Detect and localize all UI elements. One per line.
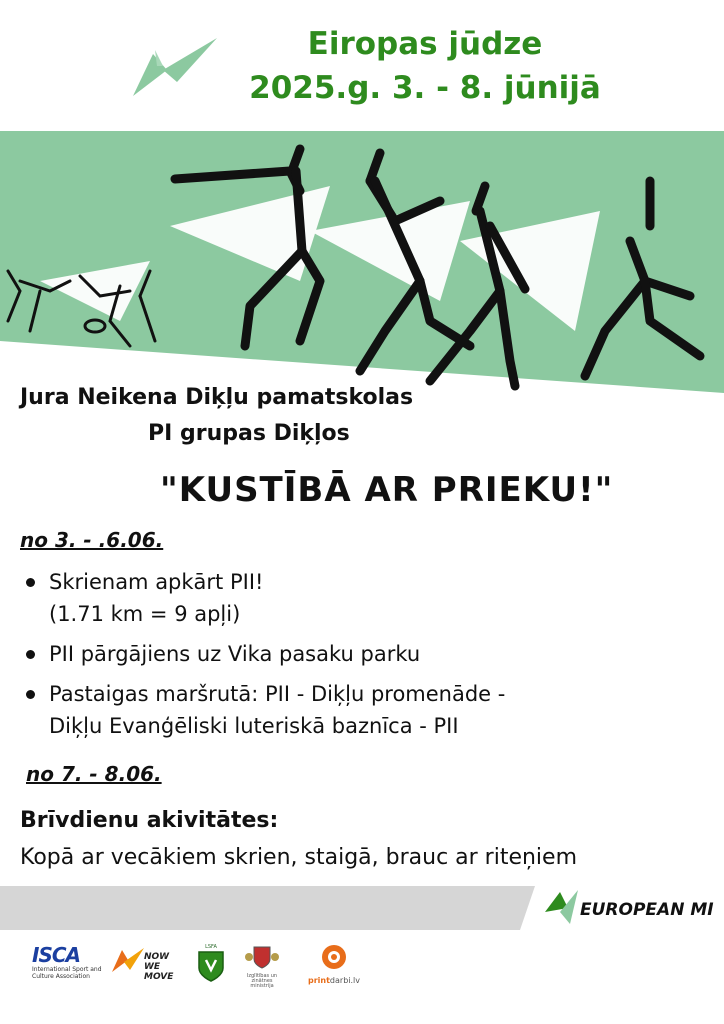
now-we-move-icon (112, 944, 144, 974)
now-we-move-logo: NOW WE MOVE (112, 944, 182, 988)
weekend-text: Kopā ar vecākiem skrien, staigā, brauc ar riteņiem (20, 845, 578, 870)
runners-banner (0, 131, 724, 393)
eiropas-judze-logo-icon (133, 36, 217, 98)
european-mile-label: EUROPEAN MI (580, 900, 714, 920)
lsfa-logo: LSFA (197, 944, 225, 988)
list-item: PII pārgājiens uz Vika pasaku parku (22, 638, 702, 670)
bullet-icon (26, 690, 35, 699)
activity-list (22, 566, 702, 750)
print-icon (304, 944, 364, 970)
date-range-first: no 3. - .6.06. (20, 528, 164, 552)
printdarbi-logo: printdarbi.lv (304, 944, 364, 988)
school-group: PI grupas Diķļos (148, 421, 350, 446)
list-item: Skrienam apkārt PII! (1.71 km = 9 apļi) (22, 566, 702, 630)
school-name: Jura Neikena Diķļu pamatskolas (20, 385, 414, 410)
event-dates: 2025.g. 3. - 8. jūnijā (249, 70, 601, 106)
event-title: Eiropas jūdze (307, 26, 543, 62)
motto: "KUSTĪBĀ AR PRIEKU!" (160, 470, 614, 510)
weekend-title: Brīvdienu akivitātes: (20, 808, 279, 833)
bullet-icon (26, 578, 35, 587)
coat-of-arms-icon (244, 944, 280, 970)
shield-icon (197, 950, 225, 982)
bullet-icon (26, 650, 35, 659)
list-item: Pastaigas maršrutā: PII - Diķļu promenāde - Diķļu Evanģēliski luteriskā baznīca - PII (22, 678, 702, 742)
ministry-logo: Izglītības un zinātnes ministrija (244, 944, 280, 988)
date-range-second: no 7. - 8.06. (26, 762, 162, 786)
isca-logo: ISCA International Sport and Culture Association (32, 943, 102, 980)
